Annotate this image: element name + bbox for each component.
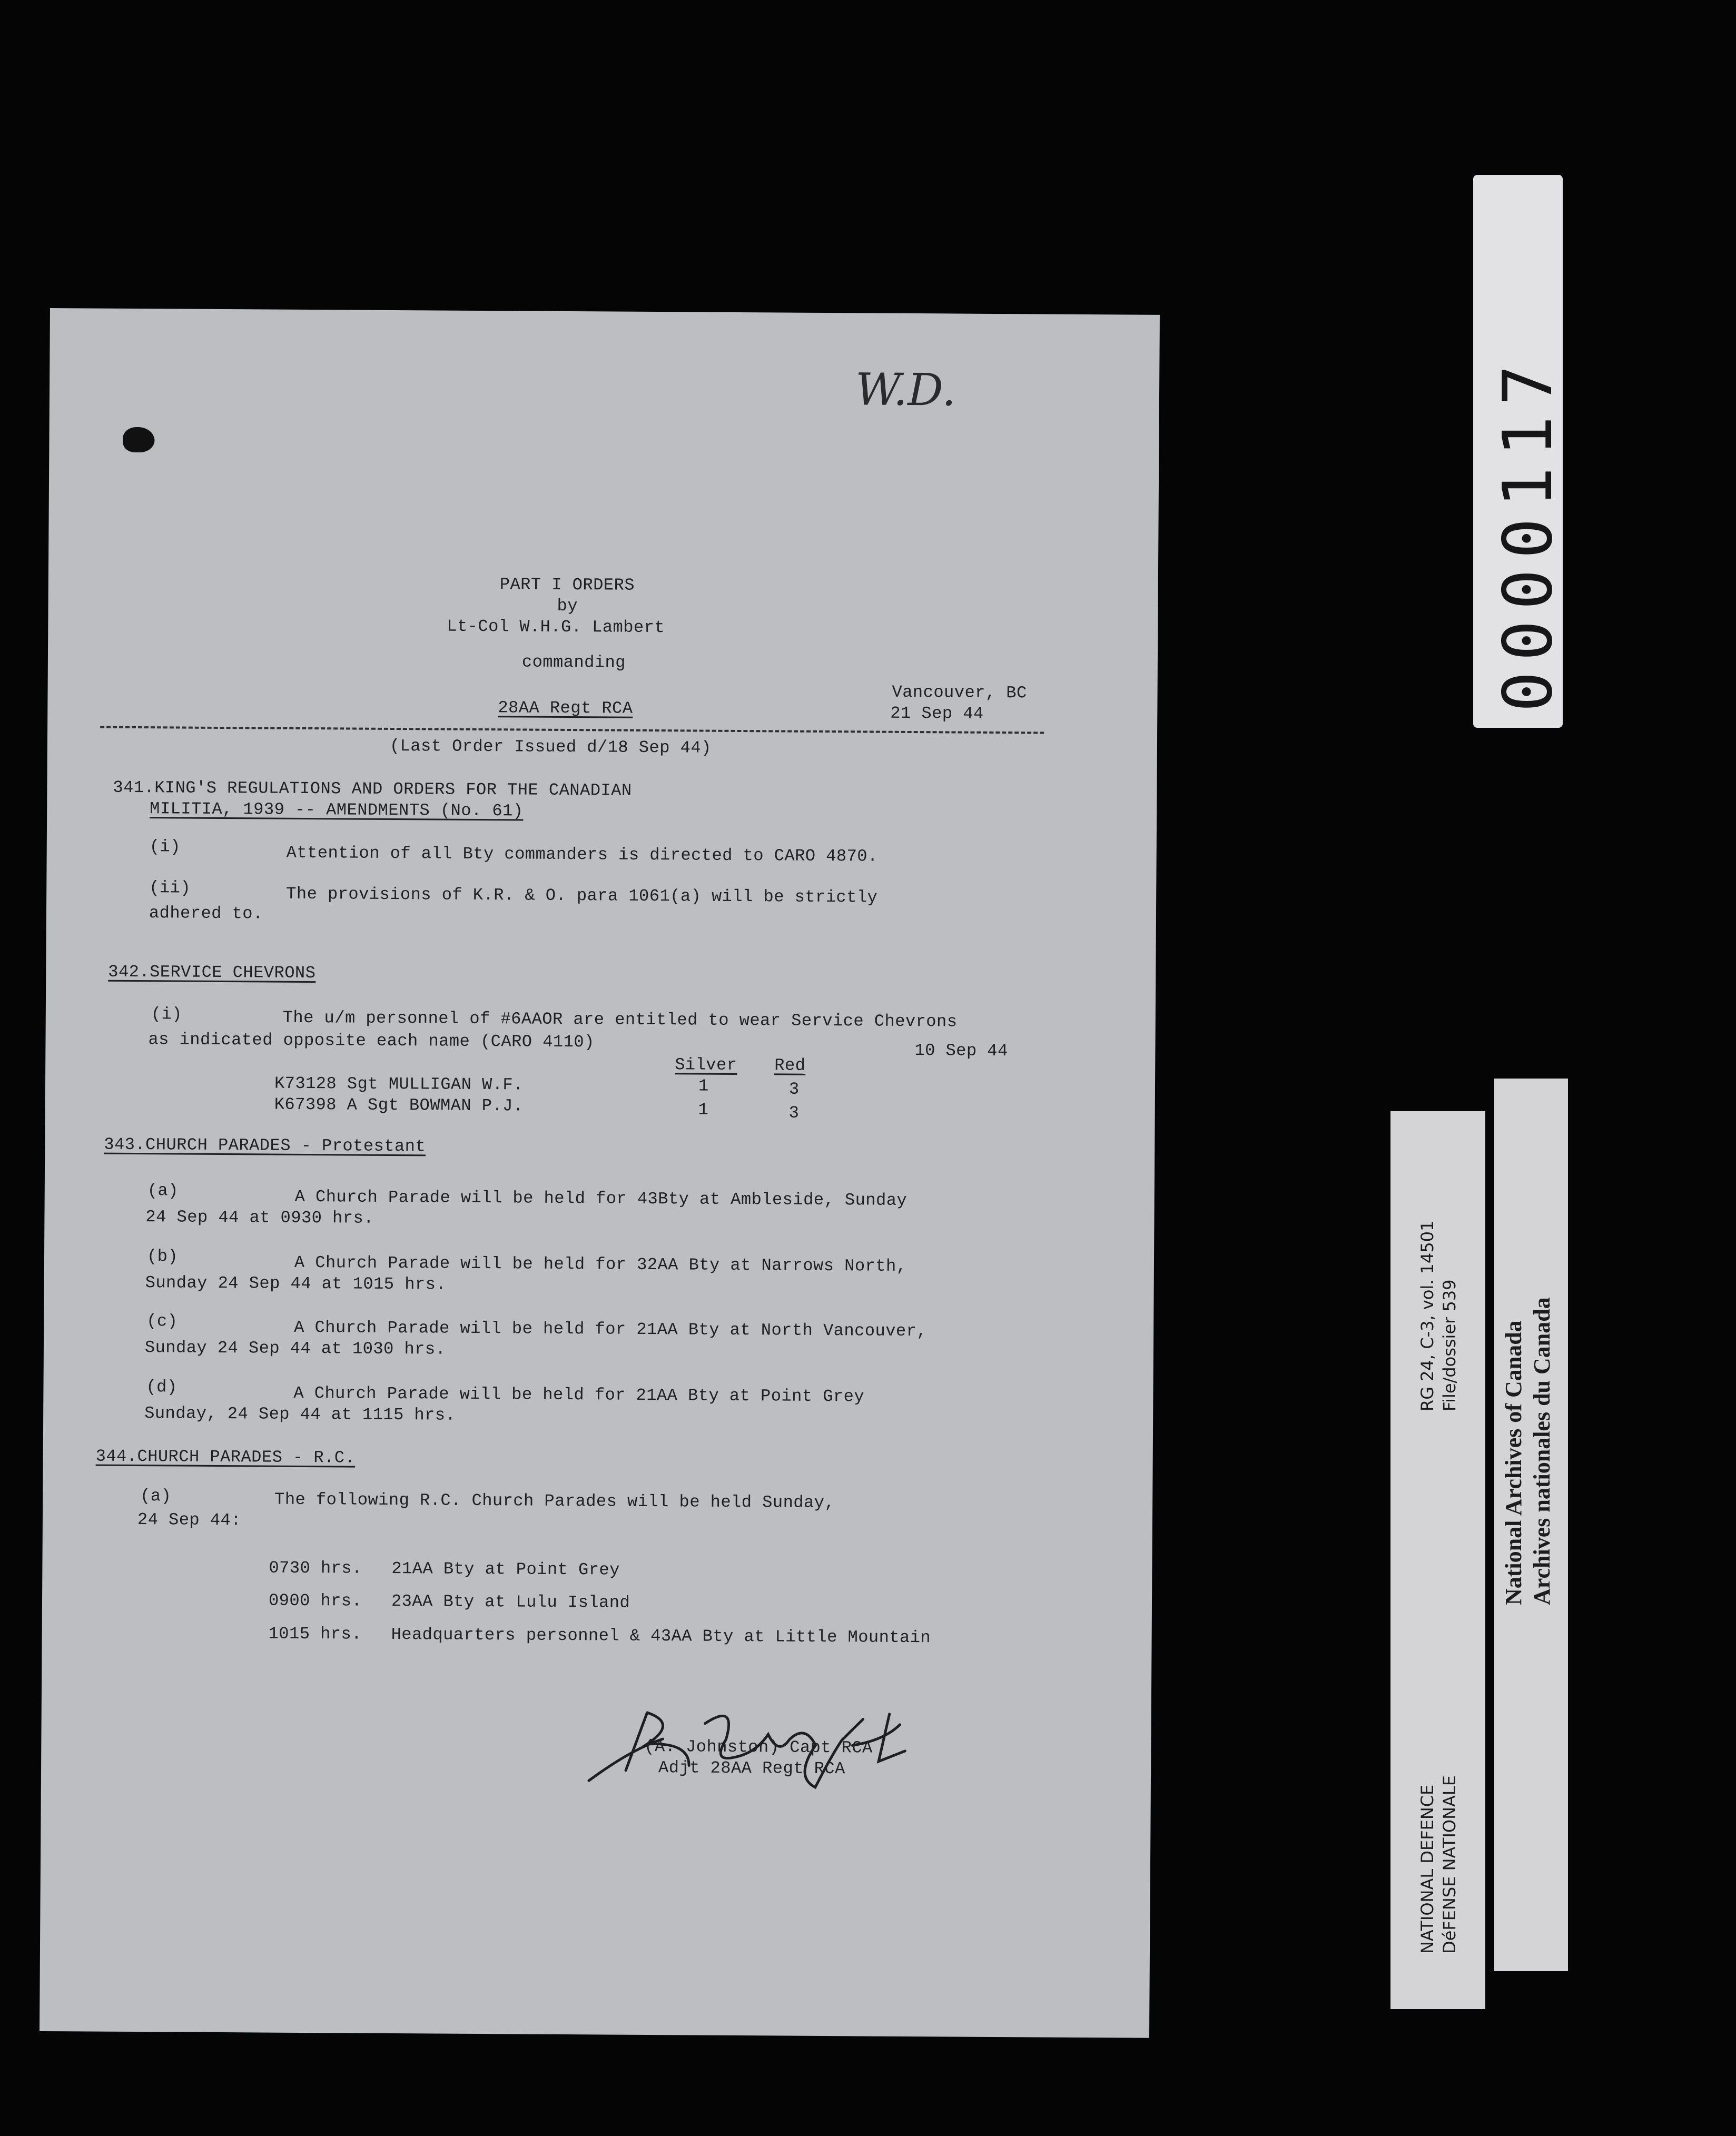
item-label: (c) bbox=[146, 1311, 178, 1331]
section342-i-text: The u/m personnel of #6AAOR are entitled to wear Service Chevrons bbox=[282, 1007, 958, 1032]
section342-i-label: (i) bbox=[151, 1004, 183, 1024]
chevron-row-name: K67398 A Sgt BOWMAN P.J. bbox=[274, 1094, 524, 1116]
item-line1: A Church Parade will be held for 21AA Bty at North Vancouver, bbox=[294, 1317, 928, 1341]
chevron-row-red: 3 bbox=[788, 1103, 800, 1123]
item-label: (b) bbox=[146, 1247, 179, 1267]
header-line2: by bbox=[557, 596, 578, 616]
col-red: Red bbox=[774, 1055, 806, 1075]
item-line2: 24 Sep 44 at 0930 hrs. bbox=[145, 1207, 374, 1228]
section342-title: 342.SERVICE CHEVRONS bbox=[108, 962, 316, 983]
signature-name: (A. Johnston) Capt RCA bbox=[644, 1736, 873, 1758]
section343-title: 343.CHURCH PARADES - Protestant bbox=[104, 1134, 426, 1156]
schedule-text: 21AA Bty at Point Grey bbox=[391, 1559, 620, 1580]
schedule-time: 0900 hrs. bbox=[268, 1590, 362, 1611]
section341-i-label: (i) bbox=[149, 837, 181, 857]
header-line3: Lt-Col W.H.G. Lambert bbox=[447, 616, 665, 638]
header-line4: commanding bbox=[521, 652, 626, 673]
frame-number-strip bbox=[1473, 175, 1567, 728]
item-line1: A Church Parade will be held for 21AA Bty at Point Grey bbox=[293, 1383, 865, 1407]
archive-dept1: NATIONAL DEFENCE bbox=[1417, 1784, 1437, 1954]
header-place: Vancouver, BC bbox=[892, 682, 1027, 703]
section341-ii-text2: adhered to. bbox=[149, 903, 263, 924]
archive-name-strip bbox=[1494, 1079, 1568, 1971]
ink-blot bbox=[123, 427, 154, 452]
col-silver: Silver bbox=[675, 1055, 737, 1075]
item-line1: A Church Parade will be held for 43Bty at Ambleside, Sunday bbox=[294, 1186, 908, 1210]
archives-fr: Archives nationales du Canada bbox=[1529, 1297, 1555, 1605]
archive-dept2: DéFENSE NATIONALE bbox=[1439, 1775, 1459, 1954]
section342-date: 10 Sep 44 bbox=[914, 1041, 1008, 1061]
item-line2: Sunday, 24 Sep 44 at 1115 hrs. bbox=[144, 1403, 456, 1425]
item-label: (d) bbox=[146, 1377, 177, 1397]
section341-title1: 341.KING'S REGULATIONS AND ORDERS FOR THE CANADIAN bbox=[113, 777, 632, 800]
archive-ref2: File/dossier 539 bbox=[1439, 1279, 1459, 1411]
header-date: 21 Sep 44 bbox=[890, 703, 984, 724]
schedule-time: 1015 hrs. bbox=[268, 1624, 362, 1644]
section344-title: 344.CHURCH PARADES - R.C. bbox=[95, 1446, 356, 1468]
section344-a-text: The following R.C. Church Parades will be held Sunday, bbox=[274, 1489, 835, 1513]
item-line1: A Church Parade will be held for 32AA Bty at Narrows North, bbox=[294, 1252, 907, 1276]
section341-ii-text: The provisions of K.R. & O. para 1061(a) will be strictly bbox=[286, 884, 878, 907]
archive-reference-strip bbox=[1390, 1111, 1485, 2009]
section344-a-text2: 24 Sep 44: bbox=[137, 1510, 242, 1530]
item-line2: Sunday 24 Sep 44 at 1030 hrs. bbox=[144, 1338, 446, 1359]
item-line2: Sunday 24 Sep 44 at 1015 hrs. bbox=[145, 1273, 447, 1294]
frame-number: 0000117 bbox=[1489, 354, 1567, 712]
section341-i-text: Attention of all Bty commanders is directed to CARO 4870. bbox=[286, 843, 878, 866]
section341-title2: MILITIA, 1939 -- AMENDMENTS (No. 61) bbox=[150, 799, 524, 821]
signature-title: Adjt 28AA Regt RCA bbox=[658, 1758, 845, 1779]
schedule-text: 23AA Bty at Lulu Island bbox=[391, 1591, 630, 1613]
last-order: (Last Order Issued d/18 Sep 44) bbox=[389, 736, 712, 758]
item-label: (a) bbox=[147, 1181, 179, 1201]
chevron-row-silver: 1 bbox=[698, 1100, 709, 1120]
chevron-row-red: 3 bbox=[788, 1079, 800, 1099]
section341-ii-label: (ii) bbox=[149, 878, 191, 898]
schedule-text: Headquarters personnel & 43AA Bty at Little Mountain bbox=[391, 1625, 931, 1648]
section342-i-text2: as indicated opposite each name (CARO 4110) bbox=[148, 1030, 595, 1052]
chevron-row-name: K73128 Sgt MULLIGAN W.F. bbox=[274, 1073, 524, 1095]
handwritten-note: W.D. bbox=[855, 363, 956, 416]
schedule-time: 0730 hrs. bbox=[269, 1558, 362, 1578]
header-divider bbox=[100, 726, 1044, 734]
header-unit: 28AA Regt RCA bbox=[498, 698, 633, 718]
archives-en: National Archives of Canada bbox=[1501, 1320, 1526, 1605]
section344-a-label: (a) bbox=[140, 1486, 172, 1506]
archive-ref1: RG 24, C-3, vol. 14501 bbox=[1417, 1220, 1437, 1411]
document-page bbox=[40, 308, 1160, 2038]
header-line1: PART I ORDERS bbox=[499, 575, 635, 595]
chevron-row-silver: 1 bbox=[698, 1076, 709, 1096]
